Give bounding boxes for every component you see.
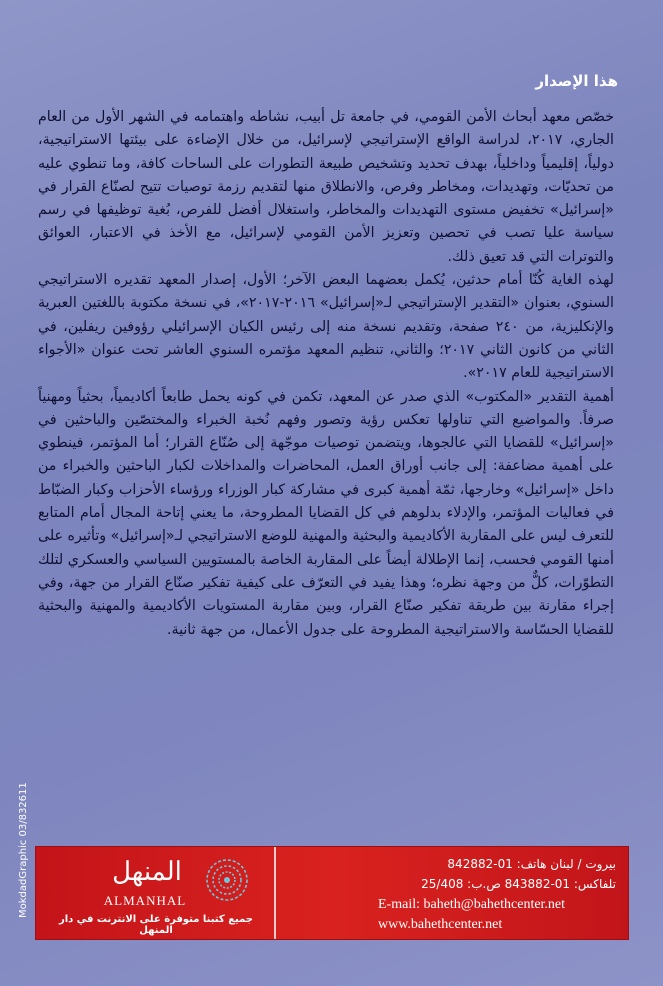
almanhal-logo-icon xyxy=(204,857,250,903)
publisher-footer xyxy=(35,846,629,940)
publisher-name-latin: ALMANHAL xyxy=(103,893,187,908)
contact-fax: تلفاكس: 01-843882 ص.ب: 25/408 xyxy=(421,877,616,891)
publisher-name-arabic: المنهل xyxy=(112,857,182,887)
paragraph: لهذه الغاية كُنّا أمام حدثين، يُكمل بعضهما البعض الآخر؛ الأول، إصدار المعهد تقديره الاستراتيجي السنوي، بعنوان «التقدير الإستراتيجي لـ«إسرائيل» ٢٠١٦-٢٠١٧»، في نسخة مكتوبة باللغتين العبرية والإنكليزية، من ٢٤٠ صفحة، وتقديم نسخة منه إلى رئيس الكيان الإسرائيلي رؤوفين ريفلين، في الثاني من كانون الثاني ٢٠١٧؛ والثاني، تنظيم المعهد مؤتمره السنوي العاشر تحت عنوان «الأجواء الاستراتيجية للعام ٢٠١٧». xyxy=(38,272,615,382)
publisher-logo-box xyxy=(36,847,276,939)
contact-website[interactable]: www.bahethcenter.net xyxy=(378,917,503,932)
contact-email[interactable]: E-mail: baheth@bahethcenter.net xyxy=(378,897,566,912)
side-credit: MokdadGraphic 03/832611 xyxy=(18,782,29,918)
body-text xyxy=(38,106,614,642)
section-heading: هذا الإصدار xyxy=(535,72,618,90)
contact-info xyxy=(286,855,622,935)
publisher-tagline: جميع كتبنا متوفرة على الانترنت في دار المنهل xyxy=(58,914,254,936)
paragraph: أهمية التقدير «المكتوب» الذي صدر عن المعهد، تكمن في كونه يحمل طابعاً أكاديمياً، بحثياً ومهنياً صرفاً. والمواضيع التي تناولها تعكس رؤية وتصور وفهم نُخبة الخبراء والمختصّين والباحثين في «إسرائيل» للقضايا التي عالجوها، ويتضمن توصيات موجّهة إلى صُنّاع القرار؛ أما المؤتمر، فينطوي على أهمية مضاعفة: إلى جانب أوراق العمل، المحاضرات والمداخلات لكبار الباحثين والخبراء من داخل «إسرائيل» وخارجها، ثمّة أهمية كبرى في مشاركة كبار الوزراء ورؤساء الأحزاب وكبار الضبّاط في فعاليات المؤتمر، والإدلاء بدلوهم في كل القضايا المطروحة، ما يعني إتاحة المجال أمام المتابع للتعرف ليس على المقاربة الأكاديمية والبحثية والمهنية للوضع الاستراتيجي لـ«إسرائيل» وتأثيره على أمنها القومي فحسب، إنما الإطلالة أيضاً على المقاربة الخاصة بالمستويين السياسي والعسكري لتلك التطوّرات، كلٌّ من وجهة نظره؛ وهذا يفيد في التعرّف على كيفية تفكير صنّاع القرار من جهة، وفي إجراء مقارنة بين طريقة تفكير صنّاع القرار، وبين مقاربة المستويات الأكاديمية والمهنية والبحثية للقضايا الحسّاسة والاستراتيجية المطروحة على جدول الأعمال، من جهة ثانية. xyxy=(38,388,614,638)
contact-phone: بيروت / لبنان هاتف: 01-842882 xyxy=(447,857,616,871)
paragraph: خصّص معهد أبحاث الأمن القومي، في جامعة تل أبيب، نشاطه واهتمامه في الشهر الأول من العام الجاري، ٢٠١٧، لدراسة الواقع الإستراتيجي لإسرائيل، من خلال الإضاءة على بيئتها الاستراتيجية، دولياً، إقليمياً وداخلياً، بهدف تحديد وتشخيص طبيعة التطورات على الساحات كافة، وما تنطوي عليه من تحديّات، وتهديدات، ومخاطر وفرص، والانطلاق منها لتقديم رزمة توصيات تتيح لصنّاع القرار في «إسرائيل» تخفيض مستوى التهديدات والمخاطر، واستغلال أفضل للفرص، بُغية توظيفها في رسم سياسة عليا تصب في تحصين وتعزيز الأمن القومي لإسرائيل، مع الأخذ في الاعتبار، العوائق والتوترات التي قد تعيق ذلك. xyxy=(38,109,615,265)
